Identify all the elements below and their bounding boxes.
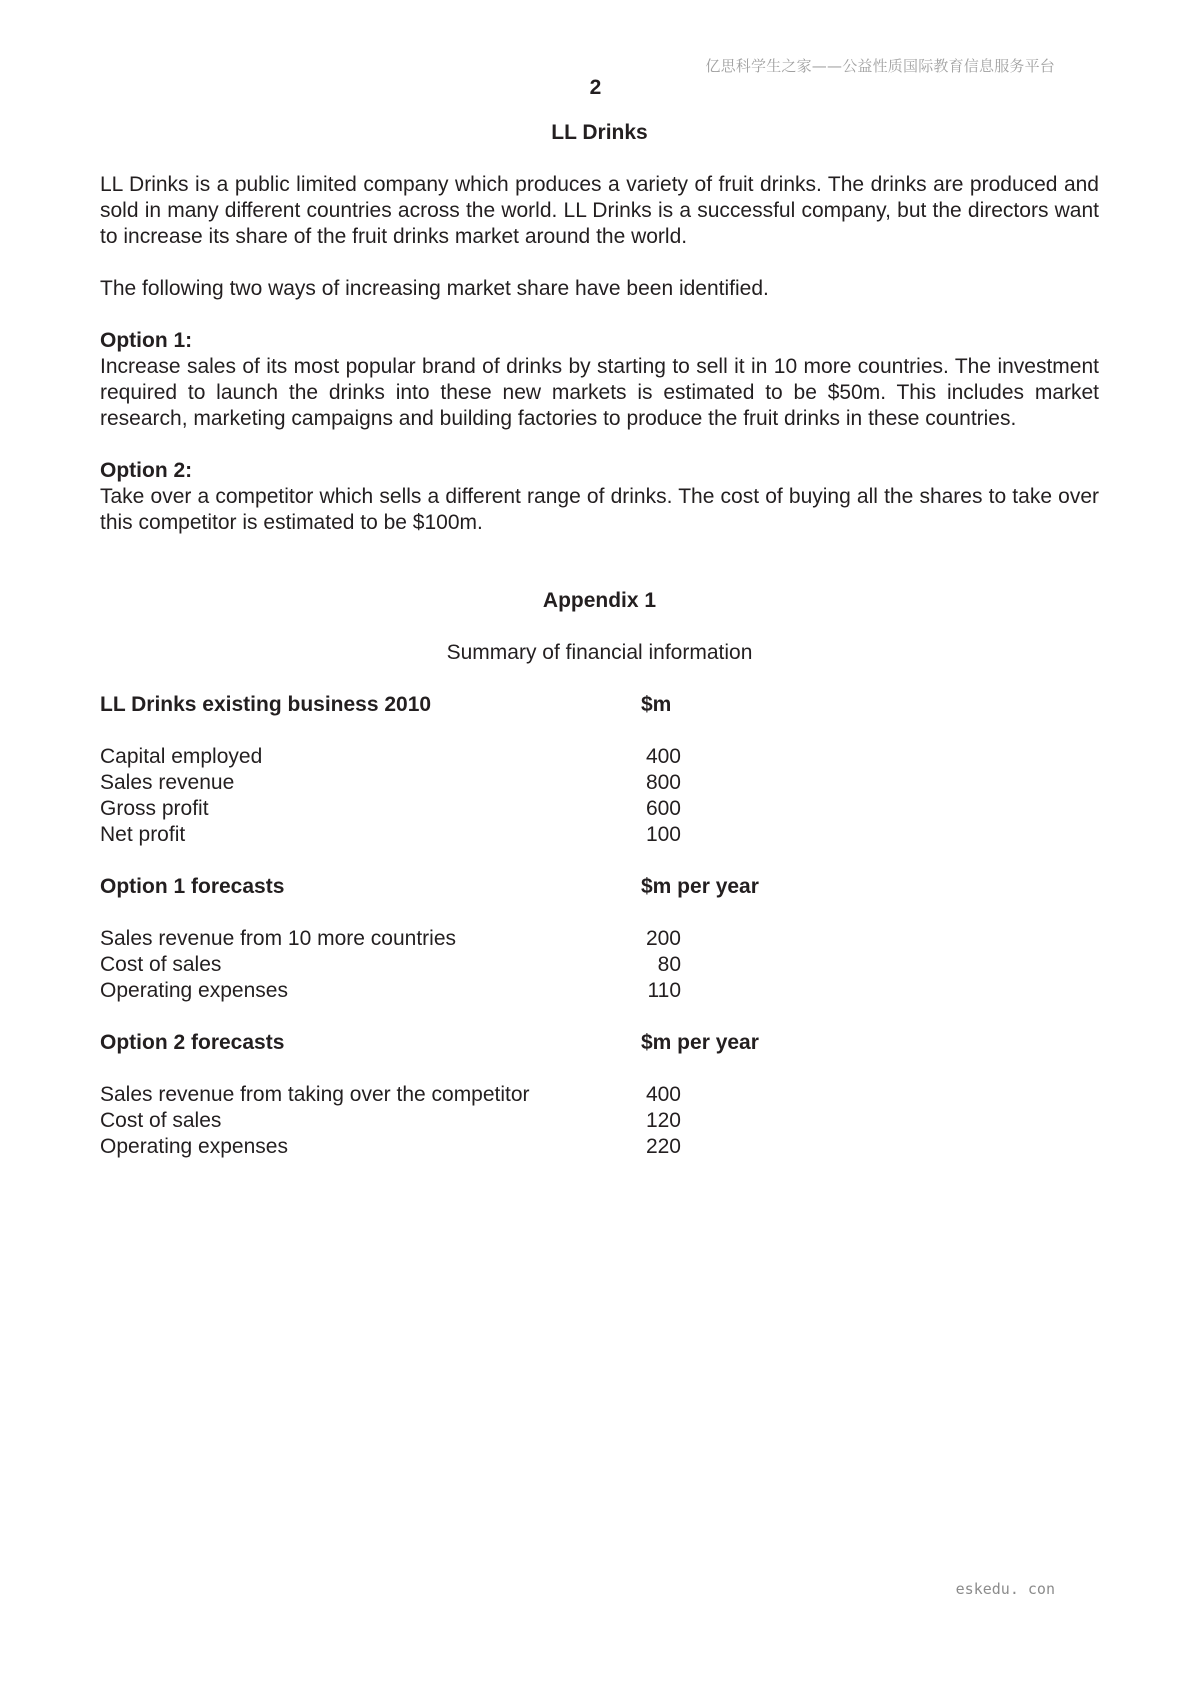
table-row (100, 796, 1099, 822)
table-row (100, 952, 1099, 978)
row-label: Cost of sales (100, 1109, 222, 1132)
section-heading-option1 (100, 874, 1099, 900)
ways-paragraph: The following two ways of increasing market share have been identified. (100, 277, 769, 300)
table-row (100, 1108, 1099, 1134)
option1-text: Increase sales of its most popular brand of drinks by starting to sell it in 10 more countries. The investment required to launch the drinks into these new markets is estimated to be $50m. This includes market research, marketing campaigns and building factories to produce the fruit drinks in these countries. (100, 355, 1099, 430)
row-value: 220 (645, 1135, 681, 1158)
document-body (100, 120, 1099, 1186)
section-heading-existing (100, 692, 1099, 718)
row-value: 200 (645, 927, 681, 950)
row-label: Operating expenses (100, 979, 288, 1002)
row-value: 800 (645, 771, 681, 794)
row-value: 400 (645, 745, 681, 768)
option2-heading: Option 2: (100, 459, 193, 482)
appendix-subtitle: Summary of financial information (446, 641, 753, 664)
row-label: Sales revenue (100, 771, 235, 794)
row-value: 100 (645, 823, 681, 846)
section-unit: $m (641, 693, 672, 716)
section-rows-option2 (100, 1082, 1099, 1160)
section-heading-label: Option 2 forecasts (100, 1031, 285, 1054)
watermark-header: 亿思科学生之家——公益性质国际教育信息服务平台 (705, 57, 1055, 75)
section-rows-existing (100, 744, 1099, 848)
table-row (100, 744, 1099, 770)
section-heading-option2 (100, 1030, 1099, 1056)
document-title: LL Drinks (551, 121, 648, 144)
page-number: 2 (589, 76, 602, 99)
section-rows-option1 (100, 926, 1099, 1004)
row-label: Sales revenue from taking over the competitor (100, 1083, 530, 1106)
watermark-footer: eskedu. con (955, 1580, 1055, 1598)
row-value: 600 (645, 797, 681, 820)
row-label: Net profit (100, 823, 186, 846)
table-row (100, 770, 1099, 796)
section-unit: $m per year (641, 1031, 759, 1054)
row-label: Capital employed (100, 745, 263, 768)
row-label: Gross profit (100, 797, 209, 820)
table-row (100, 1082, 1099, 1108)
row-label: Sales revenue from 10 more countries (100, 927, 457, 950)
row-label: Cost of sales (100, 953, 222, 976)
table-row (100, 978, 1099, 1004)
table-row (100, 1134, 1099, 1160)
row-value: 400 (645, 1083, 681, 1106)
table-row (100, 926, 1099, 952)
row-value: 110 (647, 979, 681, 1002)
intro-paragraph: LL Drinks is a public limited company which produces a variety of fruit drinks. The drinks are produced and sold in many different countries across the world. LL Drinks is a successful company, but the directors want to increase its share of the fruit drinks market around the world. (100, 173, 1099, 248)
section-heading-label: LL Drinks existing business 2010 (100, 693, 432, 716)
option2-text: Take over a competitor which sells a different range of drinks. The cost of buying all the shares to take over this competitor is estimated to be $100m. (100, 485, 1099, 534)
appendix-title: Appendix 1 (542, 589, 657, 612)
row-value: 120 (645, 1109, 681, 1132)
row-label: Operating expenses (100, 1135, 288, 1158)
table-row (100, 822, 1099, 848)
row-value: 80 (657, 953, 681, 976)
option1-heading: Option 1: (100, 329, 193, 352)
section-heading-label: Option 1 forecasts (100, 875, 285, 898)
section-unit: $m per year (641, 875, 759, 898)
